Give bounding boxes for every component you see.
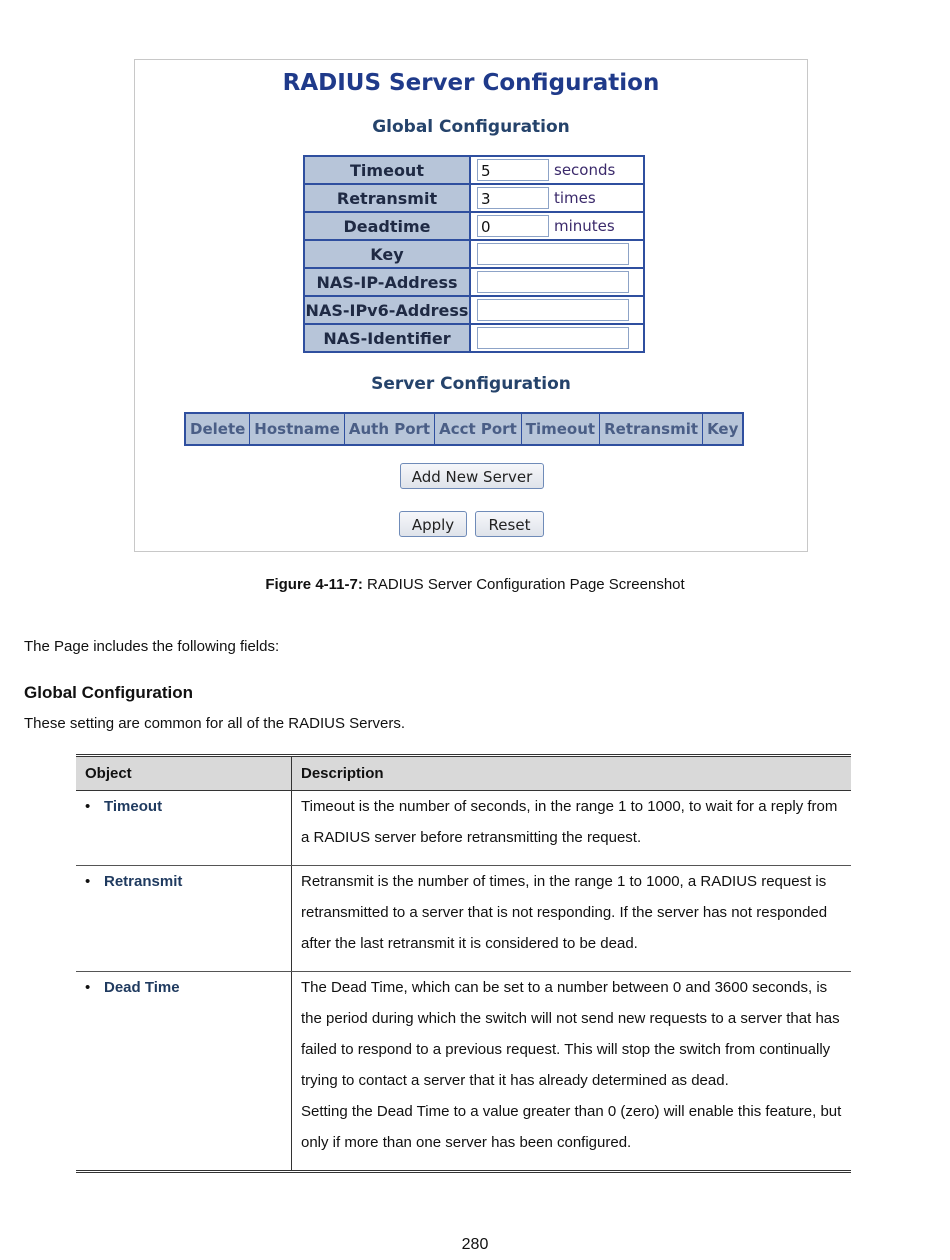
description-line: only if more than one server has been configured.	[301, 1134, 632, 1151]
object-name: Retransmit	[104, 873, 183, 890]
server-config-table	[184, 412, 744, 446]
nas-identifier-input[interactable]	[477, 327, 629, 349]
object-name: Dead Time	[104, 979, 180, 996]
timeout-row	[305, 157, 643, 185]
description-line: trying to contact a server that it has already determined as dead.	[301, 1072, 729, 1089]
description-cell	[292, 866, 852, 972]
table-row	[76, 791, 851, 866]
retransmit-label: Retransmit	[305, 185, 471, 213]
table-row	[76, 866, 851, 972]
nas-ip-input[interactable]	[477, 271, 629, 293]
col-delete: Delete	[185, 413, 250, 445]
timeout-unit: seconds	[554, 161, 616, 179]
section-text: These setting are common for all of the RADIUS Servers.	[24, 715, 405, 732]
col-auth-port: Auth Port	[344, 413, 434, 445]
description-line: Timeout is the number of seconds, in the range 1 to 1000, to wait for a reply from	[301, 798, 838, 815]
object-cell	[76, 791, 292, 866]
nas-identifier-label: NAS-Identifier	[305, 325, 471, 351]
object-cell	[76, 866, 292, 972]
deadtime-unit: minutes	[554, 217, 615, 235]
timeout-label: Timeout	[305, 157, 471, 185]
deadtime-label: Deadtime	[305, 213, 471, 241]
col-hostname: Hostname	[250, 413, 345, 445]
figure-caption-text: RADIUS Server Configuration Page Screenshot	[362, 576, 685, 593]
global-config-title: Global Configuration	[372, 117, 570, 137]
nas-identifier-row	[305, 325, 643, 351]
col-retransmit: Retransmit	[600, 413, 703, 445]
intro-text: The Page includes the following fields:	[24, 638, 280, 655]
page-number: 280	[461, 1236, 489, 1253]
deadtime-row	[305, 213, 643, 241]
reset-button[interactable]: Reset	[475, 511, 544, 537]
bullet-icon: •	[85, 979, 91, 996]
col-timeout: Timeout	[521, 413, 599, 445]
header-object: Object	[76, 756, 292, 791]
object-name: Timeout	[104, 798, 163, 815]
retransmit-input[interactable]: 3	[477, 187, 549, 209]
col-acct-port: Acct Port	[435, 413, 522, 445]
description-cell	[292, 791, 852, 866]
description-cell	[292, 972, 852, 1172]
nas-ipv6-row	[305, 297, 643, 325]
deadtime-input[interactable]: 0	[477, 215, 549, 237]
description-line: the period during which the switch will not send new requests to a server that has	[301, 1010, 840, 1027]
description-line: Retransmit is the number of times, in the range 1 to 1000, a RADIUS request is	[301, 873, 827, 890]
server-config-title: Server Configuration	[371, 374, 571, 394]
apply-button[interactable]: Apply	[399, 511, 467, 537]
screenshot-title: RADIUS Server Configuration	[282, 70, 660, 96]
key-row	[305, 241, 643, 269]
nas-ipv6-input[interactable]	[477, 299, 629, 321]
nas-ipv6-label: NAS-IPv6-Address	[305, 297, 471, 325]
figure-caption-label: Figure 4-11-7:	[265, 576, 363, 593]
section-heading: Global Configuration	[24, 683, 194, 702]
figure-caption	[0, 576, 950, 593]
global-config-table	[303, 155, 645, 353]
header-description: Description	[292, 756, 852, 791]
bullet-icon: •	[85, 873, 91, 890]
object-description-table	[76, 754, 851, 1173]
description-line: a RADIUS server before retransmitting the request.	[301, 829, 642, 846]
retransmit-row	[305, 185, 643, 213]
nas-ip-row	[305, 269, 643, 297]
object-cell	[76, 972, 292, 1172]
table-row	[76, 972, 851, 1172]
col-key: Key	[707, 420, 739, 438]
timeout-input[interactable]: 5	[477, 159, 549, 181]
bullet-icon: •	[85, 798, 91, 815]
description-line: retransmitted to a server that is not responding. If the server has not responded	[301, 904, 828, 921]
key-input[interactable]	[477, 243, 629, 265]
retransmit-unit: times	[554, 189, 596, 207]
nas-ip-label: NAS-IP-Address	[305, 269, 471, 297]
description-line: Setting the Dead Time to a value greater than 0 (zero) will enable this feature, but	[301, 1103, 842, 1120]
add-new-server-button[interactable]: Add New Server	[400, 463, 544, 489]
description-line: failed to respond to a previous request. This will stop the switch from continually	[301, 1041, 831, 1058]
description-line: The Dead Time, which can be set to a number between 0 and 3600 seconds, is	[301, 979, 828, 996]
key-label: Key	[305, 241, 471, 269]
description-line: after the last retransmit it is considered to be dead.	[301, 935, 638, 952]
radius-config-screenshot	[134, 59, 808, 552]
